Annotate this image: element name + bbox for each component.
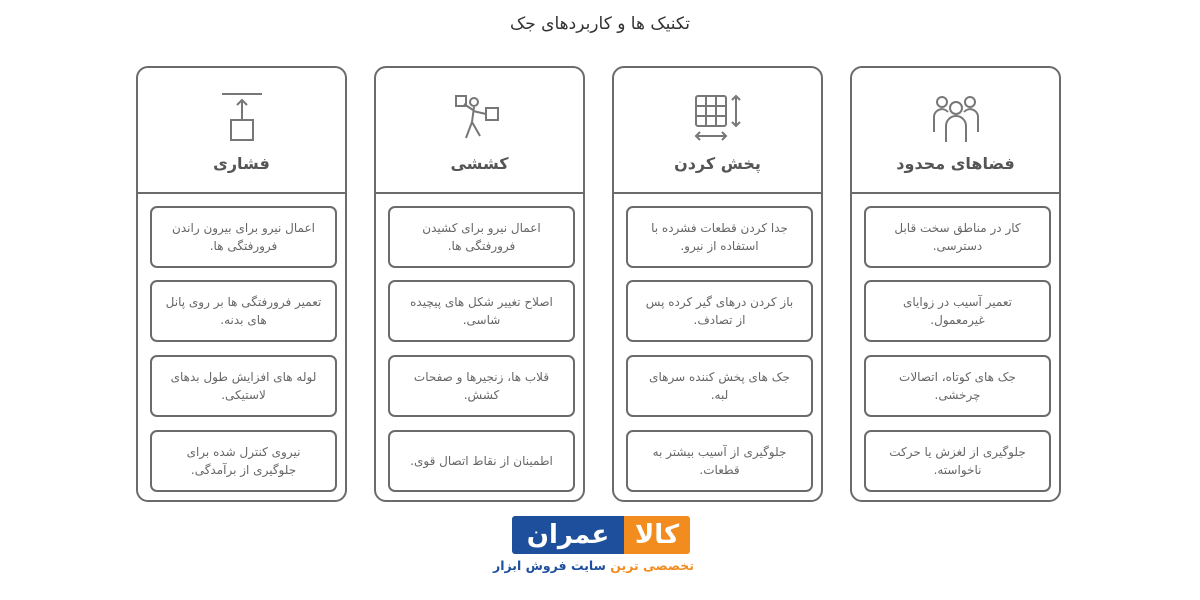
column-title: پخش کردن	[674, 154, 761, 173]
list-item: اعمال نیرو برای بیرون راندن فرورفتگی ها.	[150, 206, 337, 268]
column-title: فضاهای محدود	[896, 154, 1015, 173]
grid-expand-icon	[614, 90, 821, 146]
list-item: جک های پخش کننده سرهای لبه.	[626, 355, 813, 417]
diagram-title: تکنیک ها و کاربردهای جک	[510, 14, 690, 34]
list-item: کار در مناطق سخت قابل دسترسی.	[864, 206, 1051, 268]
column-pull	[374, 66, 585, 502]
column-title: فشاری	[213, 154, 270, 173]
list-item: جلوگیری از آسیب بیشتر به قطعات.	[626, 430, 813, 492]
logo-tagline-part1: تخصصی ترین	[610, 558, 694, 573]
column-header	[376, 68, 583, 194]
list-item: قلاب ها، زنجیرها و صفحات کشش.	[388, 355, 575, 417]
logo-tagline-part2: سایت فروش ابزار	[493, 558, 606, 573]
brand-logo[interactable]	[493, 514, 694, 580]
column-header	[852, 68, 1059, 194]
list-item: جک های کوتاه، اتصالات چرخشی.	[864, 355, 1051, 417]
list-item: نیروی کنترل شده برای جلوگیری از برآمدگی.	[150, 430, 337, 492]
list-item: لوله های افزایش طول بدهای لاستیکی.	[150, 355, 337, 417]
list-item: تعمیر آسیب در زوایای غیرمعمول.	[864, 280, 1051, 342]
list-item: اصلاح تغییر شکل های پیچیده شاسی.	[388, 280, 575, 342]
column-push	[136, 66, 347, 502]
column-header	[138, 68, 345, 194]
logo-mark-blue: عمران	[512, 516, 624, 554]
column-title: کششی	[450, 154, 509, 173]
logo-mark-orange: کالا	[624, 516, 690, 554]
logo-mark	[512, 516, 690, 554]
list-item: اعمال نیرو برای کشیدن فرورفتگی ها.	[388, 206, 575, 268]
columns-container	[136, 66, 1064, 506]
list-item: جدا کردن قطعات فشرده با استفاده از نیرو.	[626, 206, 813, 268]
list-item: جلوگیری از لغزش یا حرکت ناخواسته.	[864, 430, 1051, 492]
column-spread	[612, 66, 823, 502]
column-confined-spaces	[850, 66, 1061, 502]
list-item: باز کردن درهای گیر کرده پس از تصادف.	[626, 280, 813, 342]
logo-tagline	[493, 558, 694, 573]
column-header	[614, 68, 821, 194]
list-item: اطمینان از نقاط اتصال قوی.	[388, 430, 575, 492]
list-item: تعمیر فرورفتگی ها بر روی پانل های بدنه.	[150, 280, 337, 342]
push-box-icon	[138, 90, 345, 146]
person-pulling-icon	[376, 90, 583, 146]
people-group-icon	[852, 90, 1059, 146]
